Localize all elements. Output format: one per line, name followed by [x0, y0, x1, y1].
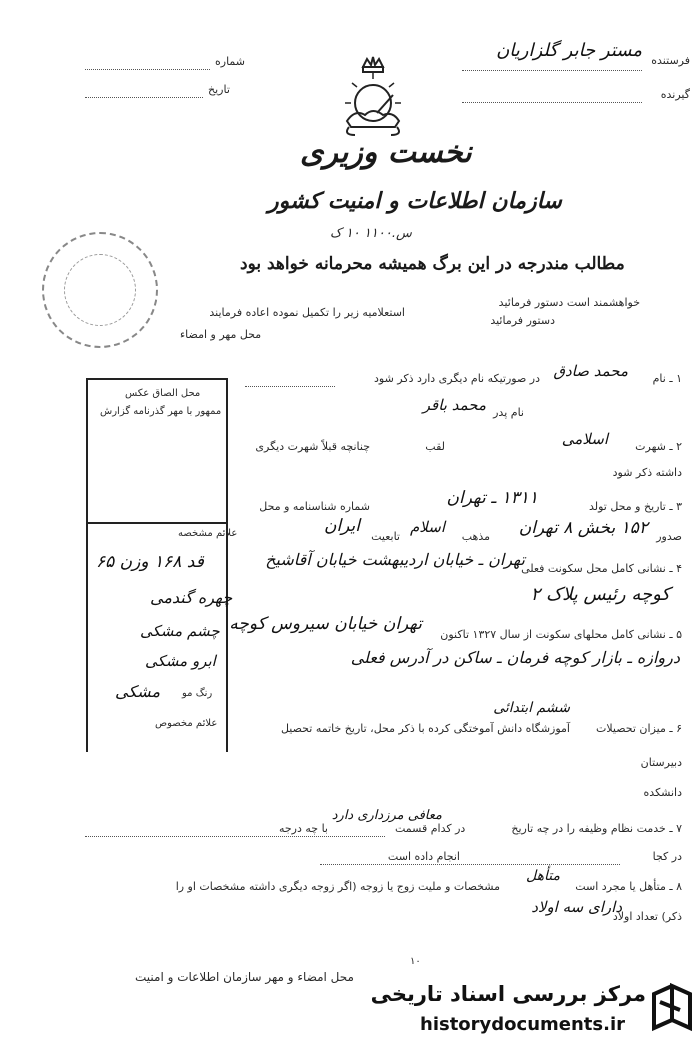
- photo-sub-label: ممهور با مهر گذرنامه گزارش: [100, 406, 222, 417]
- father-value: محمد باقر: [422, 396, 486, 414]
- box-left-border: [86, 378, 88, 752]
- signature-place: محل مهر و امضاء: [180, 328, 262, 341]
- ref-code: س.۱۱۰۰ ۱۰ ک: [330, 226, 412, 241]
- watermark-box: [370, 976, 698, 1042]
- special-marks-label: علائم مخصوص: [155, 718, 218, 729]
- photo-label: محل الصاق عکس: [125, 388, 201, 399]
- watermark-url: historydocuments.ir: [420, 1014, 625, 1035]
- lion-sun-emblem-icon: [333, 55, 413, 140]
- item5-label: ۵ ـ نشانی کامل محلهای سکونت از سال ۱۳۲۷ تاکنون: [440, 628, 682, 641]
- hair-value: مشکی: [115, 682, 161, 701]
- item3-value: ۱۳۱۱ ـ تهران: [446, 488, 538, 508]
- brows-value: ابرو مشکی: [145, 652, 216, 670]
- item6-university-label: دانشکده: [643, 786, 682, 799]
- item5-value: تهران خیابان سیروس کوچه: [229, 614, 422, 634]
- item6-detail-label: آموزشگاه دانش آموختگی کرده با ذکر محل، تاریخ خاتمه تحصیل: [280, 722, 570, 735]
- face-value: چهره گندمی: [150, 588, 233, 607]
- nationality-label: تابعیت: [371, 530, 400, 543]
- number-dots: [85, 69, 210, 70]
- item6-value: ششم ابتدائی: [493, 700, 570, 716]
- footer-signature-org: محل امضاء و مهر سازمان اطلاعات و امنیت: [135, 970, 354, 984]
- height-weight-value: قد ۱۶۸ وزن ۶۵: [96, 552, 204, 572]
- item3-issue-value: ۱۵۲ بخش ۸ تهران: [518, 518, 648, 538]
- sender-label: فرستنده: [651, 54, 690, 67]
- box-top-border: [86, 378, 228, 380]
- marks-title: علائم مشخصه: [178, 528, 238, 539]
- item4-label: ۴ ـ نشانی کامل محل سکونت فعلی: [521, 562, 682, 575]
- item1-dots: [245, 386, 335, 387]
- item2-value: اسلامی: [561, 430, 608, 448]
- watermark-org-name: مرکز بررسی اسناد تاریخی: [370, 982, 646, 1006]
- instruction-line1b: استعلامیه زیر را تکمیل نموده اعاده فرمایند: [209, 306, 405, 319]
- sender-value: مستر جابر گلزاریان: [496, 40, 642, 61]
- date-label: تاریخ: [208, 83, 230, 96]
- item3-id-label: شماره شناسنامه و محل: [259, 500, 370, 513]
- sender-dots: [462, 70, 642, 71]
- item3-issue-label: صدور: [656, 530, 682, 543]
- item7-value: معافی مرزداری دارد: [331, 808, 442, 823]
- item6-label: ۶ ـ میزان تحصیلات: [596, 722, 682, 735]
- box-divider: [86, 522, 228, 524]
- item4-value: تهران ـ خیابان اردیبهشت خیابان آقاشیخ: [265, 550, 525, 569]
- item1-name-value: محمد صادق: [553, 362, 628, 380]
- footer-page-mark: ۱۰: [410, 956, 421, 967]
- father-label: نام پدر: [493, 406, 524, 419]
- item2-alias-label: چنانچه قبلاً شهرت دیگری: [255, 440, 370, 453]
- receiver-label: گیرنده: [660, 88, 690, 101]
- item1-label: ۱ ـ نام: [652, 372, 682, 385]
- religion-value: اسلام: [410, 518, 445, 536]
- item2-alias-label2: داشته ذکر شود: [612, 466, 682, 479]
- date-dots: [85, 97, 203, 98]
- item7-unit-label: در کدام قسمت: [395, 822, 466, 835]
- item2-label: ۲ ـ شهرت: [635, 440, 682, 453]
- item4-value-line2: کوچه رئیس پلاک ۲: [530, 584, 670, 605]
- item7-where-dots: [320, 864, 620, 865]
- box-right-border: [226, 378, 228, 752]
- item7-where-label: در کجا: [652, 850, 682, 863]
- instruction-line1a: خواهشمند است دستور فرمائید: [498, 296, 640, 309]
- item2-nickname-label: لقب: [425, 440, 445, 453]
- confidential-notice: مطالب مندرجه در این برگ همیشه محرمانه خواهد بود: [240, 254, 625, 274]
- item7-label: ۷ ـ خدمت نظام وظیفه را در چه تاریخ: [511, 822, 682, 835]
- item7-rank-label: با چه درجه: [278, 822, 328, 835]
- item1-alias-label: در صورتیکه نام دیگری دارد ذکر شود: [374, 372, 540, 385]
- item8-value: متأهل: [526, 868, 560, 884]
- item6-highschool-label: دبیرستان: [640, 756, 682, 769]
- item8-label: ۸ ـ متأهل یا مجرد است: [575, 880, 682, 893]
- item8-children-label: ذکر) تعداد اولاد: [612, 910, 682, 923]
- receiver-dots: [462, 102, 642, 103]
- item8-children-value: دارای سه اولاد: [531, 898, 622, 916]
- nationality-value: ایران: [323, 516, 360, 536]
- item5-value-line2: دروازه ـ بازار کوچه فرمان ـ ساکن در آدرس فعلی: [350, 648, 680, 667]
- item8-spouse-label: مشخصات و ملیت زوج یا زوجه (اگر زوجه دیگری داشته مشخصات او را: [175, 880, 500, 893]
- title-sub: سازمان اطلاعات و امنیت کشور: [268, 188, 562, 214]
- hair-label: رنگ مو: [182, 688, 213, 699]
- round-stamp-icon: [42, 232, 158, 348]
- eyes-value: چشم مشکی: [140, 622, 220, 640]
- number-label: شماره: [215, 55, 246, 68]
- instruction-line2: دستور فرمائید: [490, 314, 555, 327]
- item7-dots: [85, 836, 385, 837]
- item7-done-label: انجام داده است: [387, 850, 460, 863]
- book-logo-icon: [650, 982, 694, 1036]
- title-main: نخست وزیری: [300, 135, 472, 170]
- item3-label: ۳ ـ تاریخ و محل تولد: [588, 500, 682, 513]
- religion-label: مذهب: [461, 530, 490, 543]
